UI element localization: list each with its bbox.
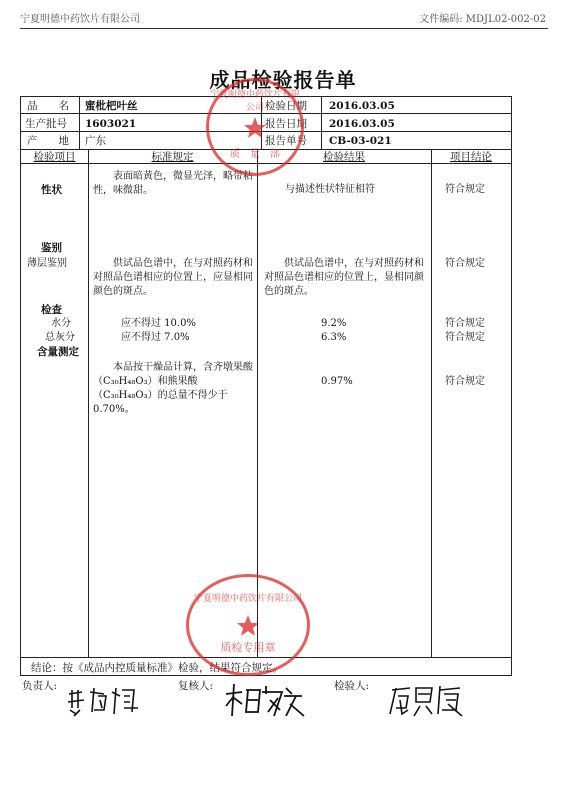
ash-result: 6.3%: [321, 332, 347, 343]
ash-conclusion: 符合规定: [445, 332, 485, 343]
insp-date-value: 2016.03.05: [329, 100, 395, 112]
traits-result: 与描述性状特征相符: [285, 184, 375, 195]
responsible-label: 负责人:: [22, 680, 58, 692]
col-divider: [321, 97, 322, 149]
page-title: 成品检验报告单: [209, 68, 357, 92]
insp-date-label: 检验日期: [265, 100, 307, 112]
traits-label: 性状: [41, 184, 62, 196]
qc-seal-stamp: [186, 574, 310, 676]
col-header-standard: 标准规定: [151, 151, 194, 163]
batch-label: 生产批号: [25, 118, 67, 130]
col-divider: [88, 149, 89, 657]
check-label: 检查: [41, 304, 62, 316]
name-value: 蜜枇杷叶丝: [85, 100, 138, 112]
report-no-label: 报告单号: [265, 135, 307, 147]
conclusion-text: 结论：按《成品内控质量标准》检验，结果符合规定。: [31, 662, 283, 674]
tlc-standard: 供试品色谱中，在与对照药材和对照品色谱相应的位置上，应显相同颜色的斑点。: [93, 258, 253, 297]
report-date-value: 2016.03.05: [329, 118, 395, 130]
ash-label: 总灰分: [45, 332, 75, 343]
col-header-conclusion: 项目结论: [450, 151, 492, 163]
traits-standard: 表面暗黄色，微显光泽，略带粘性，味微甜。: [93, 171, 253, 196]
stamp-dept-text: 质 量 部: [230, 149, 280, 160]
col-header-item: 检验项目: [33, 151, 76, 163]
assay-label: 含量测定: [37, 346, 79, 358]
col-divider: [79, 97, 80, 149]
doc-number: 文件编码: MDJL02-002-02: [419, 14, 546, 25]
assay-standard: 本品按干燥品计算，含齐墩果酸（C₃₀H₄₈O₃）和熊果酸（C₃₀H₄₈O₃）的总量不得少于 0.70%。: [93, 362, 253, 415]
tlc-conclusion: 符合规定: [445, 258, 485, 269]
company-header: 宁夏明德中药饮片有限公司: [20, 14, 140, 25]
batch-value: 1603021: [85, 118, 137, 130]
reviewer-signature: [222, 680, 308, 720]
seal-purpose-text: 质检专用章: [220, 641, 276, 654]
water-label: 水分: [51, 318, 71, 329]
assay-result: 0.97%: [321, 376, 353, 387]
water-result: 9.2%: [321, 318, 347, 329]
water-conclusion: 符合规定: [445, 318, 485, 329]
assay-conclusion: 符合规定: [445, 376, 485, 387]
traits-conclusion: 符合规定: [445, 184, 485, 195]
seal-company-text: 宁夏明德中药饮片有限公司: [193, 594, 302, 604]
stamp-company-text: 宁夏明德中药饮片有限公司: [209, 90, 300, 113]
ident-label: 鉴别: [41, 242, 62, 254]
inspector-label: 检验人:: [334, 680, 370, 692]
ash-standard: 应不得过 7.0%: [121, 332, 190, 343]
tlc-label: 薄层鉴别: [27, 258, 67, 269]
col-divider: [431, 149, 432, 657]
origin-label: 产 地: [27, 135, 69, 147]
name-label: 品 名: [27, 100, 69, 112]
responsible-signature: [64, 682, 144, 718]
inspector-signature: [386, 680, 466, 718]
origin-value: 广东: [85, 135, 106, 147]
report-date-label: 报告日期: [265, 118, 307, 130]
tlc-result: 供试品色谱中，在与对照药材和对照品色谱相应的位置上，显相同颜色的斑点。: [264, 258, 424, 297]
report-no-value: CB-03-021: [329, 135, 392, 147]
water-standard: 应不得过 10.0%: [121, 318, 196, 329]
col-header-result: 检验结果: [323, 151, 365, 163]
quality-dept-stamp: [206, 78, 304, 176]
reviewer-label: 复核人:: [178, 680, 214, 692]
